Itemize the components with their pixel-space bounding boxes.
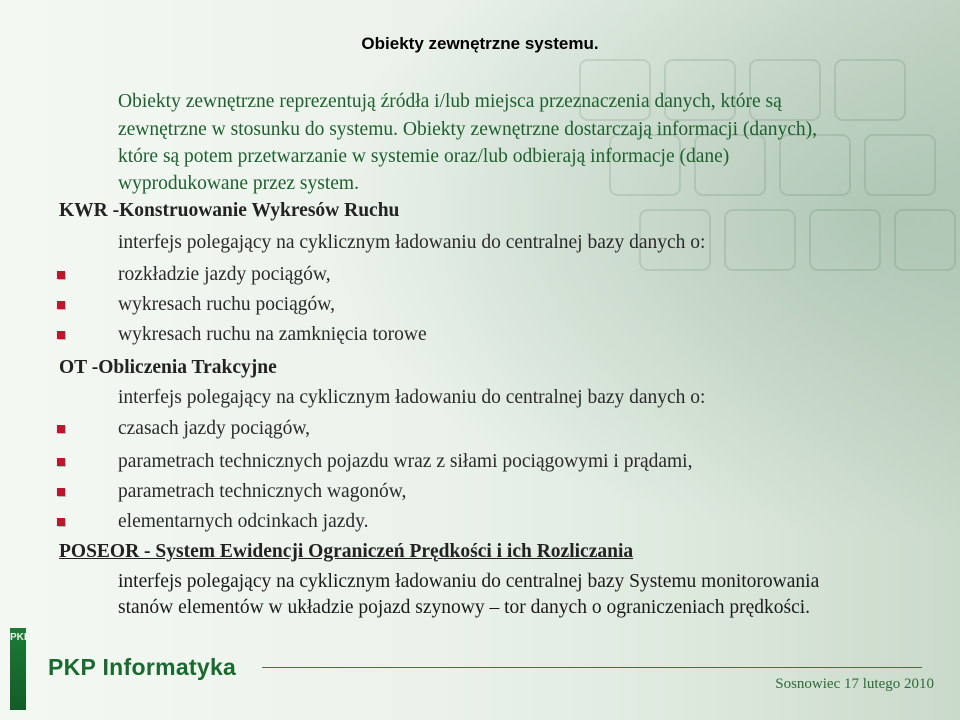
footer-divider [262,667,922,668]
intro-line: Obiekty zewnętrzne reprezentują źródła i/lub miejsca przeznaczenia danych, które są [118,91,782,112]
pkp-logo-icon [10,628,31,710]
section-heading-poseor: POSEOR - System Ewidencji Ograniczeń Prędkości i ich Rozliczania [59,541,634,562]
list-item: czasach jazdy pociągów, [118,418,311,439]
intro-line: zewnętrzne w stosunku do systemu. Obiekty zewnętrzne dostarczają informacji (danych), [118,119,818,140]
intro-line: które są potem przetwarzanie w systemie oraz/lub odbierają informacje (dane) [118,146,730,167]
list-item: elementarnych odcinkach jazdy. [118,511,369,532]
slide-title: Obiekty zewnętrzne systemu. [361,34,599,53]
section-description: interfejs polegający na cyklicznym ładowaniu do centralnej bazy danych o: [118,387,706,408]
footer-date: Sosnowiec 17 lutego 2010 [775,676,934,692]
section-heading-ot: OT -Obliczenia Trakcyjne [59,357,277,378]
intro-line: wyprodukowane przez system. [118,173,359,194]
list-item: rozkładzie jazdy pociągów, [118,264,331,285]
brand-name: PKP Informatyka [48,654,237,680]
section-description: interfejs polegający na cyklicznym ładowaniu do centralnej bazy danych o: [118,232,706,253]
section-description: stanów elementów w układzie pojazd szynowy – tor danych o ograniczeniach prędkości. [118,597,811,618]
section-description: interfejs polegający na cyklicznym ładowaniu do centralnej bazy Systemu monitorowania [118,571,820,592]
square-bullet-icon [57,458,65,466]
square-bullet-icon [57,518,65,526]
list-item: parametrach technicznych wagonów, [118,481,407,502]
square-bullet-icon [57,301,65,309]
square-bullet-icon [57,271,65,279]
square-bullet-icon [57,425,65,433]
list-item: parametrach technicznych pojazdu wraz z siłami pociągowymi i prądami, [118,451,693,472]
logo-text: PKP [10,632,31,643]
square-bullet-icon [57,488,65,496]
list-item: wykresach ruchu pociągów, [118,294,335,315]
section-heading-kwr: KWR -Konstruowanie Wykresów Ruchu [59,200,400,221]
square-bullet-icon [57,331,65,339]
list-item: wykresach ruchu na zamknięcia torowe [118,324,427,345]
